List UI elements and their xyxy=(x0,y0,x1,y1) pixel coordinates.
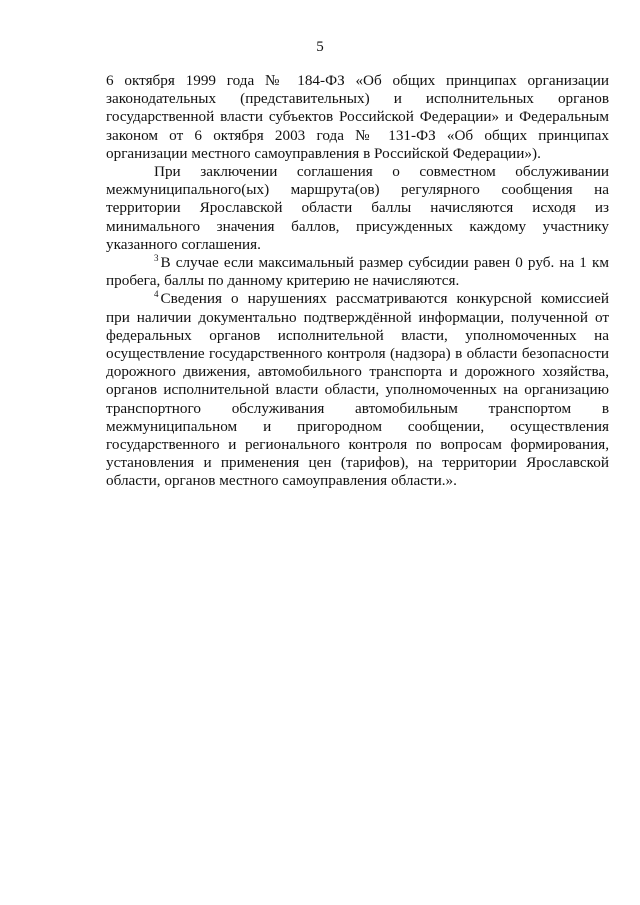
footnote-marker-3: 3 xyxy=(154,252,159,263)
footnote-4 xyxy=(106,290,609,490)
footnote-3-text: В случае если максимальный размер субсидии равен 0 руб. на 1 км пробега, баллы по данному критерию не начисляются. xyxy=(106,254,609,290)
footnote-marker-4: 4 xyxy=(154,289,159,300)
document-body xyxy=(106,72,609,491)
paragraph-law-references: 6 октября 1999 года № 184-ФЗ «Об общих принципах организации законодательных (представительных) и исполнительных органов государственной власти субъектов Российской Федерации» и Федеральным законом от 6 октября 2003 года № 131-ФЗ «Об общих принципах организации местного самоуправления в Российской Федерации»). xyxy=(106,72,609,162)
page-number: 5 xyxy=(316,39,324,55)
footnote-4-text: Сведения о нарушениях рассматриваются конкурсной комиссией при наличии документально подтверждённой информации, полученной от федеральных органов исполнительной власти, уполномоченных на осуществление государственного контроля (надзора) в области безопасности дорожного движения, автомобильного транспорта и дорожного хозяйства, органов исполнительной власти области, уполномоченных на организацию транспортного обслуживания автомобильным транспортом в межмуниципальном и пригородном сообщении, осуществления государственного и регионального контроля по вопросам формирования, установления и применения цен (тарифов), на территории Ярославской области, органов местного самоуправления области.». xyxy=(106,290,609,490)
footnote-3 xyxy=(106,254,609,290)
paragraph-intermunicipal-agreement: При заключении соглашения о совместном обслуживании межмуниципального(ых) маршрута(ов) регулярного сообщения на территории Ярославской области баллы начисляются исходя из минимального значения баллов, присужденных каждому участнику указанного соглашения. xyxy=(106,163,609,253)
